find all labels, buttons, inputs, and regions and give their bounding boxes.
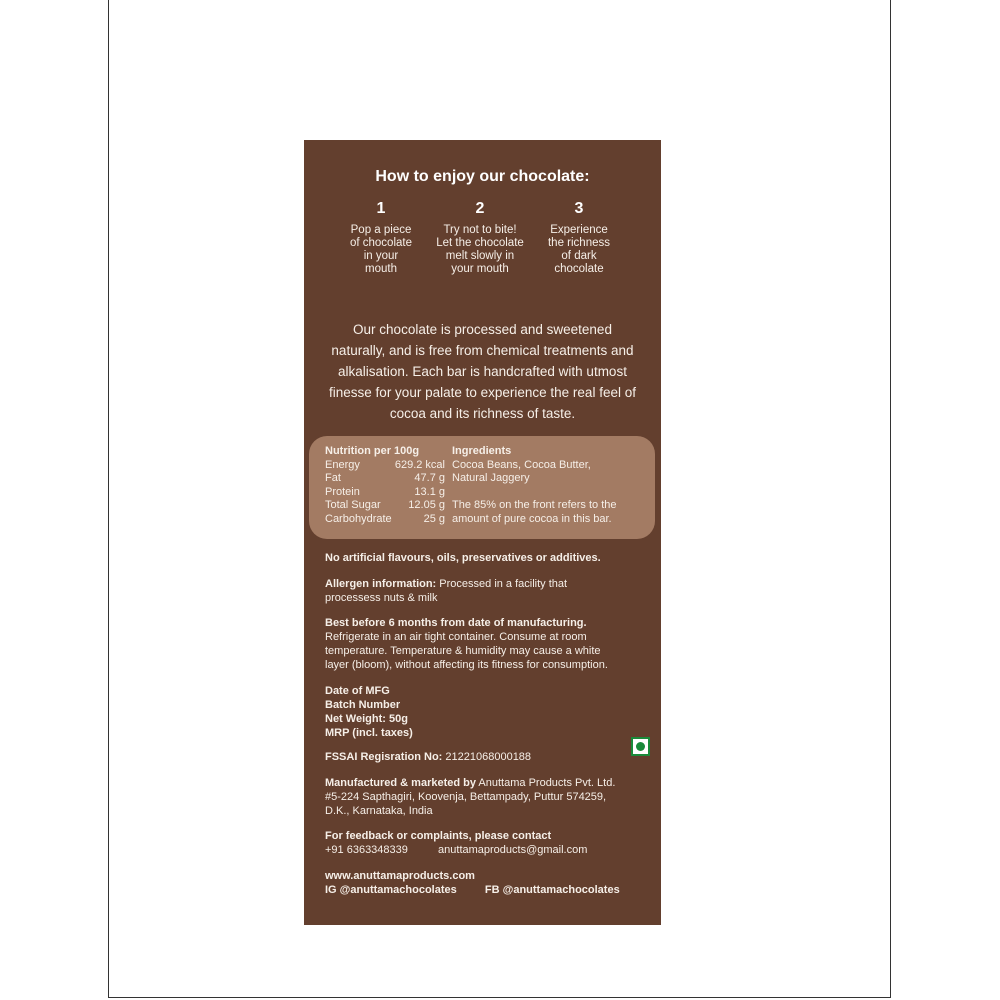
batch-number: Batch Number bbox=[325, 699, 401, 711]
chocolate-back-label bbox=[304, 140, 661, 925]
ingredients bbox=[452, 445, 647, 526]
no-artificial-note: No artificial flavours, oils, preservatives or additives. bbox=[325, 552, 601, 564]
nutrition-row bbox=[325, 459, 445, 473]
step-text bbox=[524, 224, 634, 276]
allergen-label: Allergen information: bbox=[325, 578, 437, 590]
nutrient-name: Energy bbox=[325, 458, 360, 471]
step-line: your mouth bbox=[451, 263, 509, 275]
nutrient-value: 12.05 g bbox=[408, 499, 445, 511]
contact-email: anuttamaproducts@gmail.com bbox=[438, 844, 588, 856]
nutrition-row bbox=[325, 513, 445, 527]
description-line: naturally, and is free from chemical treatments and bbox=[331, 343, 634, 358]
best-before bbox=[325, 616, 650, 672]
step-line: Try not to bite! bbox=[443, 224, 517, 236]
step-number: 2 bbox=[475, 200, 485, 217]
allergen-text: processess nuts & milk bbox=[325, 592, 438, 604]
nutrient-name: Carbohydrate bbox=[325, 512, 392, 525]
nutrition-row bbox=[325, 499, 445, 513]
step-text bbox=[425, 224, 535, 276]
step-line: melt slowly in bbox=[445, 250, 515, 262]
nutrition-table bbox=[325, 445, 445, 526]
feedback-heading: For feedback or complaints, please contact bbox=[325, 830, 552, 842]
step-1 bbox=[326, 200, 436, 276]
ingredients-heading: Ingredients bbox=[452, 445, 512, 457]
nutrition-heading: Nutrition per 100g bbox=[325, 445, 420, 457]
storage-line: Refrigerate in an air tight container. Consume at room bbox=[325, 631, 587, 643]
nutrient-value: 13.1 g bbox=[414, 485, 445, 498]
storage-line: layer (bloom), without affecting its fitness for consumption. bbox=[325, 659, 608, 671]
step-line: in your bbox=[363, 250, 399, 262]
manufacturer-info bbox=[325, 776, 650, 818]
date-of-mfg: Date of MFG bbox=[325, 685, 390, 697]
allergen-info bbox=[325, 577, 650, 605]
nutrient-value: 629.2 kcal bbox=[394, 458, 445, 471]
step-line: Experience bbox=[550, 224, 608, 236]
nutrient-value: 47.7 g bbox=[414, 472, 445, 484]
storage-line: temperature. Temperature & humidity may cause a white bbox=[325, 645, 601, 657]
step-2 bbox=[425, 200, 535, 276]
fssai-info bbox=[325, 750, 650, 764]
nutrition-row bbox=[325, 472, 445, 486]
website: www.anuttamaproducts.com bbox=[325, 870, 475, 882]
step-number: 1 bbox=[376, 200, 386, 217]
nutrition-row bbox=[325, 486, 445, 500]
mrp: MRP (incl. taxes) bbox=[325, 727, 413, 739]
cocoa-note-line: The 85% on the front refers to the bbox=[452, 499, 617, 511]
ingredients-line: Cocoa Beans, Cocoa Butter, bbox=[452, 458, 591, 471]
step-text bbox=[326, 224, 436, 276]
description bbox=[314, 319, 651, 424]
step-line: of chocolate bbox=[349, 237, 412, 249]
fssai-number: 21221068000188 bbox=[442, 751, 532, 763]
step-line: of dark bbox=[561, 250, 597, 262]
step-line: Let the chocolate bbox=[436, 237, 524, 249]
how-to-title: How to enjoy our chocolate: bbox=[375, 168, 590, 185]
address-line: D.K., Karnataka, India bbox=[325, 805, 433, 817]
allergen-text: Processed in a facility that bbox=[436, 578, 568, 590]
description-line: finesse for your palate to experience the real feel of bbox=[329, 385, 636, 400]
feedback-info bbox=[325, 829, 650, 857]
description-line: cocoa and its richness of taste. bbox=[389, 406, 576, 421]
address-line: #5-224 Sapthagiri, Koovenja, Bettampady, Puttur 574259, bbox=[325, 791, 607, 803]
nutrient-name: Total Sugar bbox=[325, 499, 381, 511]
nutrient-name: Protein bbox=[325, 485, 360, 498]
step-line: Pop a piece bbox=[350, 224, 412, 236]
step-line: chocolate bbox=[554, 263, 604, 275]
product-info bbox=[325, 684, 650, 740]
net-weight: Net Weight: 50g bbox=[325, 713, 408, 725]
manufacturer-name: Anuttama Products Pvt. Ltd. bbox=[475, 777, 616, 789]
step-number: 3 bbox=[574, 200, 584, 217]
ingredients-line: Natural Jaggery bbox=[452, 472, 530, 484]
manufacturer-label: Manufactured & marketed by bbox=[325, 777, 476, 789]
step-line: mouth bbox=[365, 263, 397, 275]
nutrient-value: 25 g bbox=[423, 512, 445, 525]
instagram-handle: IG @anuttamachocolates bbox=[325, 884, 457, 896]
best-before-heading: Best before 6 months from date of manufacturing. bbox=[325, 617, 587, 629]
description-line: alkalisation. Each bar is handcrafted with utmost bbox=[338, 364, 627, 379]
nutrition-box bbox=[309, 436, 655, 539]
cocoa-note-line: amount of pure cocoa in this bar. bbox=[452, 512, 612, 525]
fssai-label: FSSAI Regisration No: bbox=[325, 751, 443, 763]
facebook-handle: FB @anuttamachocolates bbox=[484, 884, 620, 896]
social-info bbox=[325, 869, 650, 897]
contact-phone: +91 6363348339 bbox=[325, 844, 408, 856]
step-3 bbox=[524, 200, 634, 276]
description-line: Our chocolate is processed and sweetened bbox=[353, 322, 612, 337]
step-line: the richness bbox=[547, 237, 610, 249]
nutrient-name: Fat bbox=[325, 472, 341, 484]
